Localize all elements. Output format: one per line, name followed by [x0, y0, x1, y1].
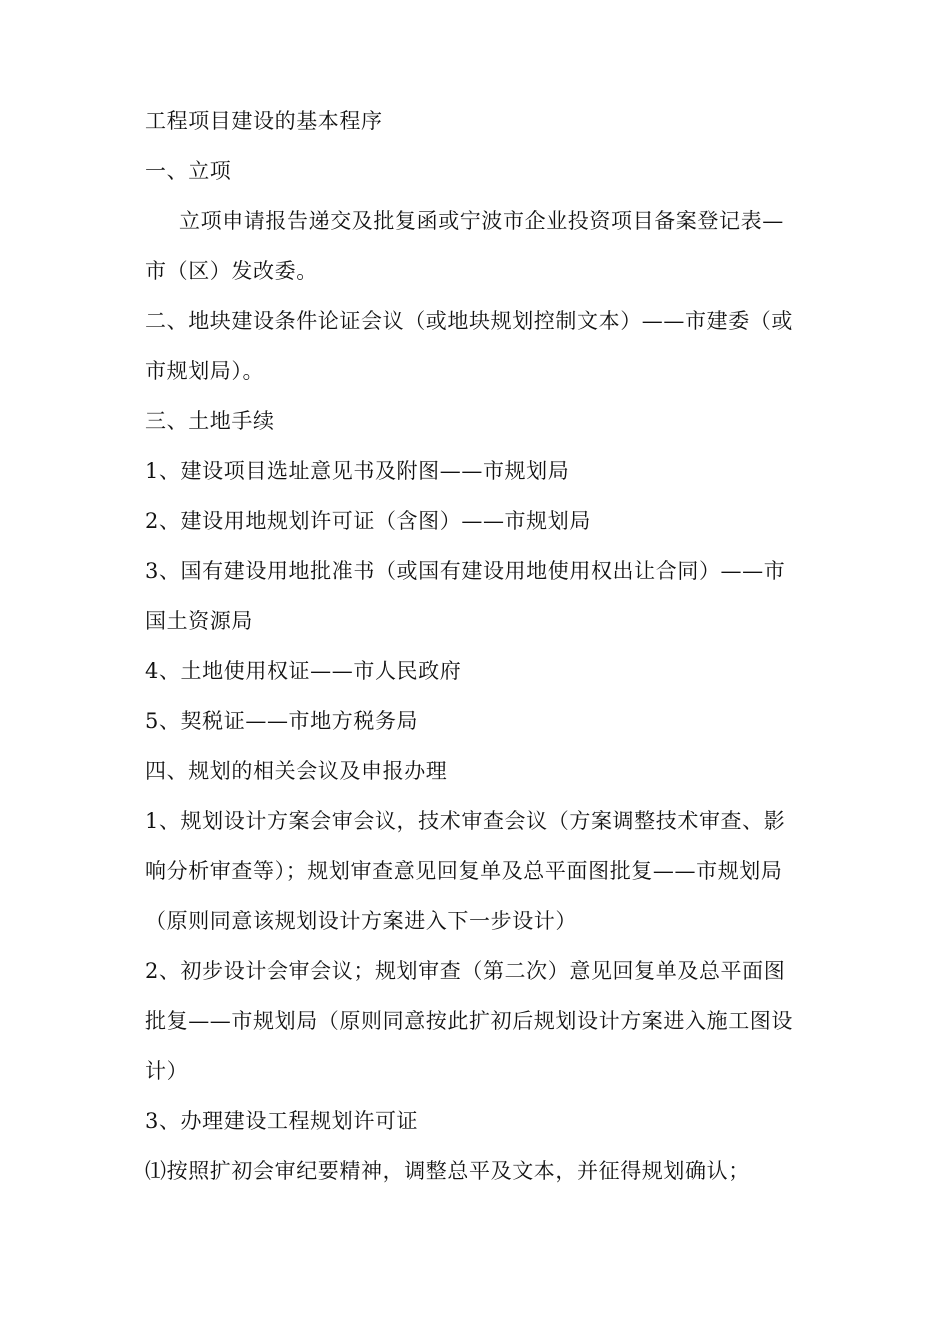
list-item: 4、土地使用权证——市人民政府 — [145, 659, 462, 683]
section-heading-3: 三、土地手续 — [145, 409, 275, 433]
paragraph-line: 计） — [145, 1059, 189, 1083]
section-heading-2: 二、地块建设条件论证会议（或地块规划控制文本）——市建委（或 — [145, 309, 793, 333]
list-item: 1、建设项目选址意见书及附图——市规划局 — [145, 459, 570, 483]
paragraph-line: 市（区）发改委。 — [145, 259, 318, 283]
paragraph-line: 国土资源局 — [145, 609, 253, 633]
paragraph-line: 批复——市规划局（原则同意按此扩初后规划设计方案进入施工图设 — [145, 1009, 793, 1033]
section-heading-1: 一、立项 — [145, 159, 232, 183]
document-body — [145, 96, 817, 1196]
list-item: 2、建设用地规划许可证（含图）——市规划局 — [145, 509, 591, 533]
list-item: 1、规划设计方案会审会议，技术审查会议（方案调整技术审查、影 — [145, 809, 786, 833]
list-item: 2、初步设计会审会议；规划审查（第二次）意见回复单及总平面图 — [145, 959, 786, 983]
list-item: ⑴按照扩初会审纪要精神，调整总平及文本，并征得规划确认； — [145, 1159, 750, 1183]
paragraph-line: 立项申请报告递交及批复函或宁波市企业投资项目备案登记表— — [179, 209, 784, 233]
document-title: 工程项目建设的基本程序 — [145, 109, 383, 133]
paragraph-line: 响分析审查等）；规划审查意见回复单及总平面图批复——市规划局 — [145, 859, 783, 883]
paragraph-line: （原则同意该规划设计方案进入下一步设计） — [145, 909, 577, 933]
list-item: 3、国有建设用地批准书（或国有建设用地使用权出让合同）——市 — [145, 559, 786, 583]
list-item: 5、契税证——市地方税务局 — [145, 709, 419, 733]
section-heading-4: 四、规划的相关会议及申报办理 — [145, 759, 448, 783]
paragraph-line: 市规划局）。 — [145, 359, 265, 383]
list-item: 3、办理建设工程规划许可证 — [145, 1109, 419, 1133]
